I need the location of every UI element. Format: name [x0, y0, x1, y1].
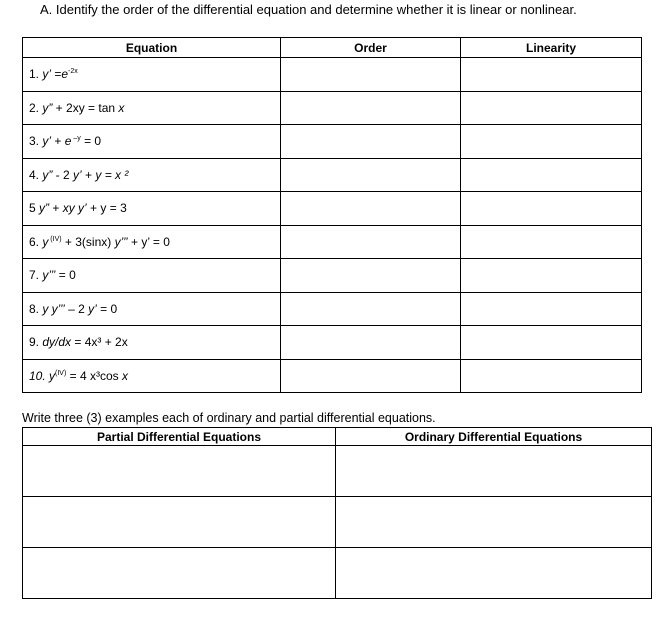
linearity-cell[interactable] — [461, 259, 642, 293]
linearity-cell[interactable] — [461, 292, 642, 326]
order-cell[interactable] — [281, 292, 461, 326]
eq-part: xy y’ — [62, 201, 87, 216]
eq-num: 7. — [29, 268, 43, 283]
eq-part: y” — [39, 201, 50, 216]
equation-cell — [23, 292, 281, 326]
eq-part: y’ — [73, 167, 82, 182]
eq-part: + y’ = 0 — [127, 234, 170, 249]
equation-cell — [23, 125, 281, 159]
table-row — [23, 446, 652, 497]
ordinary-example-cell[interactable] — [336, 548, 652, 599]
eq-sup: (IV) — [48, 235, 62, 243]
partial-example-cell[interactable] — [23, 497, 336, 548]
eq-part: y = 3 — [100, 201, 127, 216]
linearity-cell[interactable] — [461, 225, 642, 259]
page-heading: A. Identify the order of the differential equation and determine whether it is linear or nonlinear. — [40, 2, 577, 17]
eq-part: – 2 — [64, 301, 89, 316]
eq-part: + — [81, 167, 96, 182]
partial-example-cell[interactable] — [23, 548, 336, 599]
ordinary-example-cell[interactable] — [336, 446, 652, 497]
eq-num: 10. — [29, 368, 50, 383]
linearity-cell[interactable] — [461, 58, 642, 92]
eq-part: y = x ² — [95, 167, 129, 182]
eq-part: = 4x³ + 2x — [71, 335, 128, 350]
instruction-text: Write three (3) examples each of ordinary and partial differential equations. — [22, 411, 436, 425]
header-ordinary: Ordinary Differential Equations — [336, 428, 652, 446]
eq-part: e — [64, 134, 72, 149]
eq-part: y’ — [42, 134, 52, 149]
equation-cell — [23, 359, 281, 393]
eq-part: + 2xy = tan — [52, 100, 119, 115]
examples-table — [22, 427, 652, 599]
eq-part: y’’’ — [42, 268, 56, 283]
header-linearity: Linearity — [461, 38, 642, 58]
table-row — [23, 259, 642, 293]
ordinary-example-cell[interactable] — [336, 497, 652, 548]
eq-part: y — [49, 368, 56, 383]
header-order: Order — [281, 38, 461, 58]
eq-part: y’ — [42, 67, 52, 82]
table-row — [23, 326, 642, 360]
eq-part: + — [86, 201, 101, 216]
eq-part: y’’’ — [114, 234, 128, 249]
eq-part: - 2 — [52, 167, 74, 182]
eq-num: 5 — [29, 201, 40, 216]
table-row — [23, 497, 652, 548]
table-row — [23, 292, 642, 326]
equation-cell — [23, 58, 281, 92]
order-cell[interactable] — [281, 359, 461, 393]
equation-cell — [23, 259, 281, 293]
eq-part: y — [42, 234, 49, 249]
header-partial: Partial Differential Equations — [23, 428, 336, 446]
eq-part: = 0 — [55, 268, 76, 283]
eq-part: = — [51, 67, 62, 82]
eq-part: y y’’’ — [42, 301, 65, 316]
order-cell[interactable] — [281, 58, 461, 92]
eq-part: = 0 — [96, 301, 118, 316]
eq-part: + — [51, 134, 65, 149]
linearity-cell[interactable] — [461, 158, 642, 192]
eq-part: y” — [42, 167, 53, 182]
table-row — [23, 225, 642, 259]
eq-part: e — [61, 67, 69, 82]
equation-cell — [23, 326, 281, 360]
eq-part: x — [118, 100, 125, 115]
eq-num: 8. — [29, 301, 43, 316]
order-cell[interactable] — [281, 225, 461, 259]
table-row — [23, 359, 642, 393]
table-row — [23, 192, 642, 226]
eq-part: y’ — [88, 301, 97, 316]
order-linearity-table — [22, 37, 642, 393]
equation-cell — [23, 225, 281, 259]
linearity-cell[interactable] — [461, 192, 642, 226]
eq-sup: (IV) — [55, 369, 67, 377]
eq-sup: –y — [71, 135, 81, 143]
table-row — [23, 158, 642, 192]
linearity-cell[interactable] — [461, 326, 642, 360]
order-cell[interactable] — [281, 125, 461, 159]
linearity-cell[interactable] — [461, 359, 642, 393]
partial-example-cell[interactable] — [23, 446, 336, 497]
equation-cell — [23, 91, 281, 125]
eq-num: 9. — [29, 335, 43, 350]
order-cell[interactable] — [281, 259, 461, 293]
linearity-cell[interactable] — [461, 125, 642, 159]
eq-part: = 4 x³cos — [66, 368, 122, 383]
eq-num: 2. — [29, 100, 43, 115]
header-equation: Equation — [23, 38, 281, 58]
table-row — [23, 91, 642, 125]
eq-num: 3. — [29, 134, 43, 149]
eq-part: = 0 — [80, 134, 102, 149]
table-row — [23, 125, 642, 159]
order-cell[interactable] — [281, 91, 461, 125]
order-cell[interactable] — [281, 326, 461, 360]
table-row — [23, 548, 652, 599]
eq-part: + — [49, 201, 63, 216]
linearity-cell[interactable] — [461, 91, 642, 125]
eq-part: + 3(sinx) — [61, 234, 115, 249]
equation-cell — [23, 192, 281, 226]
eq-num: 1. — [29, 67, 43, 82]
order-cell[interactable] — [281, 192, 461, 226]
eq-part: x — [121, 368, 128, 383]
order-cell[interactable] — [281, 158, 461, 192]
equation-cell — [23, 158, 281, 192]
eq-num: 4. — [29, 167, 43, 182]
eq-sup: -2x — [68, 68, 78, 76]
eq-num: 6. — [29, 234, 43, 249]
eq-part: y” — [42, 100, 53, 115]
table-row — [23, 58, 642, 92]
eq-part: dy/dx — [42, 335, 72, 350]
